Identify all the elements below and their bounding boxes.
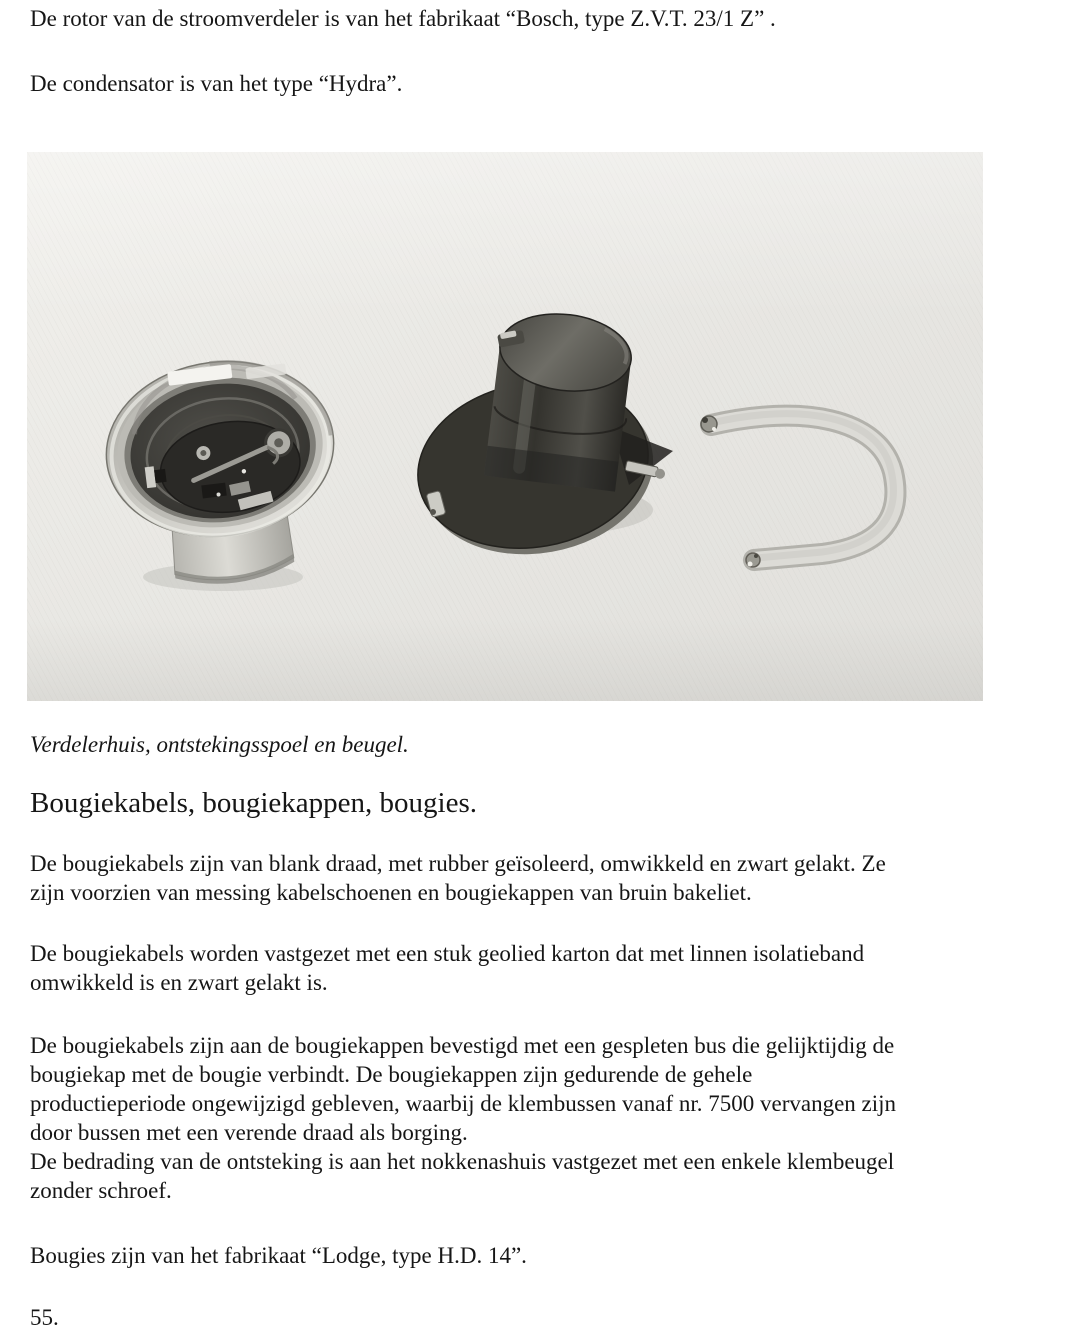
paragraph — [30, 1241, 1035, 1270]
text-line: Bougies zijn van het fabrikaat “Lodge, type H.D. 14”. — [30, 1243, 527, 1268]
paragraph — [30, 1031, 1035, 1205]
text-line: door bussen met een verende draad als borging. — [30, 1120, 468, 1145]
figure-caption: Verdelerhuis, ontstekingsspoel en beugel. — [30, 732, 409, 757]
photo-illustration — [27, 152, 983, 701]
intro-line-2 — [30, 69, 1035, 98]
paragraph — [30, 939, 1035, 997]
section-heading: Bougiekabels, bougiekappen, bougies. — [30, 787, 477, 819]
text-line: De rotor van de stroomverdeler is van het fabrikaat “Bosch, type Z.V.T. 23/1 Z” . — [30, 6, 776, 31]
text-line: bougiekap met de bougie verbindt. De bougiekappen zijn gedurende de gehele — [30, 1062, 753, 1087]
text-line: De bougiekabels worden vastgezet met een stuk geolied karton dat met linnen isolatieband — [30, 941, 865, 966]
text-line: zijn voorzien van messing kabelschoenen en bougiekappen van bruin bakeliet. — [30, 880, 752, 905]
text-line: De condensator is van het type “Hydra”. — [30, 71, 403, 96]
page-number: 55. — [30, 1305, 59, 1330]
text-line: productieperiode ongewijzigd gebleven, waarbij de klembussen vanaf nr. 7500 vervangen zijn — [30, 1091, 897, 1116]
intro-line-1 — [30, 4, 1035, 33]
paragraph — [30, 849, 1035, 907]
text-line: De bougiekabels zijn aan de bougiekappen bevestigd met een gespleten bus die gelijktijdig de — [30, 1033, 895, 1058]
text-line: omwikkeld is en zwart gelakt is. — [30, 970, 328, 995]
text-line: zonder schroef. — [30, 1178, 172, 1203]
text-line: De bougiekabels zijn van blank draad, met rubber geïsoleerd, omwikkeld en zwart gelakt. Ze — [30, 851, 886, 876]
text-line: De bedrading van de ontsteking is aan het nokkenashuis vastgezet met een enkele klembeugel — [30, 1149, 895, 1174]
figure-photo — [27, 152, 983, 701]
